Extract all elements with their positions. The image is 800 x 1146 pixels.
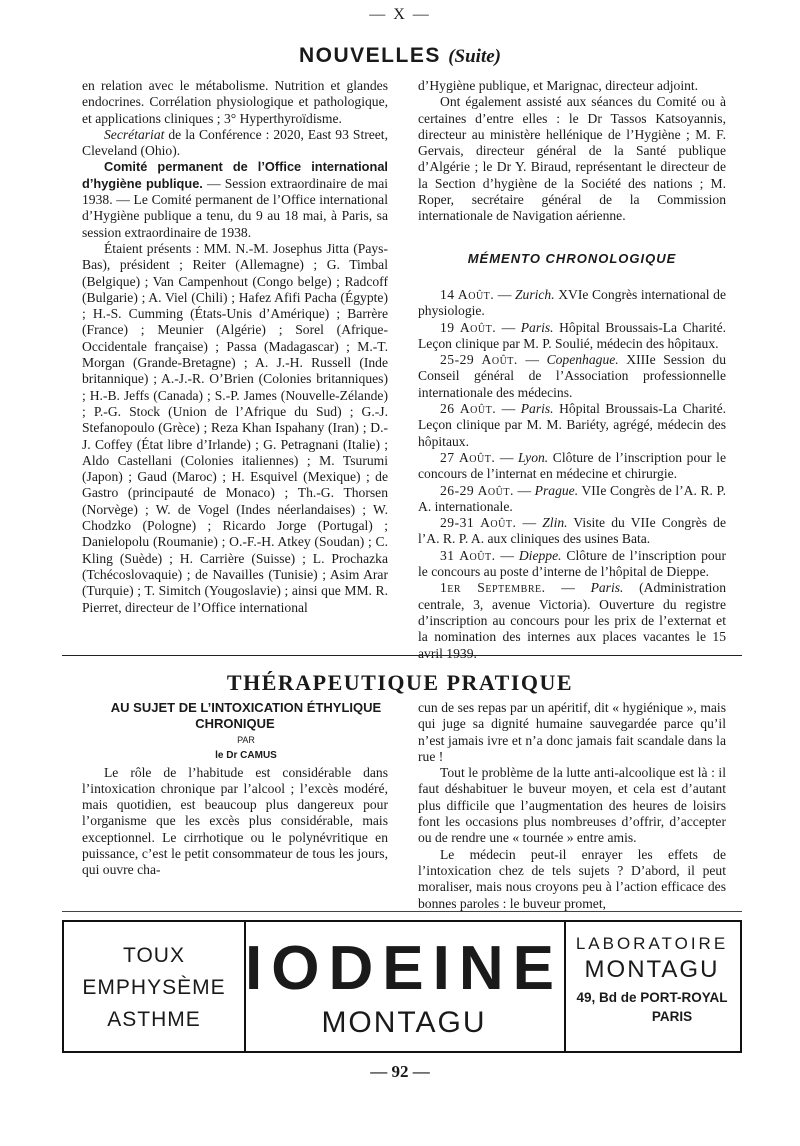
news-column-left [82,78,388,616]
event-text: VIIe Congrès de l’A. R. P. A. internationale. [418,482,726,514]
secretariat-text: de la Conférence : 2020, East 93 Street, Cleveland (Ohio). [82,126,388,159]
event-text: XIIIe Session du Conseil général de l’Association professionnelle internationale des médecins. [418,352,726,400]
event-date: 26 Août. [440,401,497,417]
paragraph: Le médecin peut-il enrayer les effets de l’intoxication chez de tels sujets ? D’abord, il peut moraliser, mais nous croyons peu à l’action efficace des bonnes paroles : le buveur promet, [418,846,726,911]
event-date: 1er Septembre. [440,580,546,596]
event-place: Zlin. [542,515,568,531]
article-title: AU SUJET DE L’INTOXICATION ÉTHYLIQUE CHRONIQUE [110,700,382,731]
committee-heading: Comité permanent de l’Office international d’hygiène publique. [82,159,388,191]
section-suite: (Suite) [448,46,501,67]
news-column-right [418,78,726,662]
event-place: Dieppe. [518,547,562,563]
section-divider [62,655,742,656]
paragraph [82,159,388,240]
memento-event: 14 Août. — Zurich. XVIe Congrès international de physiologie. [418,286,726,319]
event-place: Paris. [590,580,624,596]
ad-lab-name: MONTAGU [584,956,720,983]
ad-address: 49, Bd de PORT-ROYAL [576,990,728,1005]
event-text: Hôpital Broussais-La Charité. Leçon clinique par M. M. Bariéty, agrégé, médecin des hôpitaux. [418,401,726,449]
event-place: Paris. [520,401,554,417]
paragraph [82,127,388,160]
ad-divider [62,911,742,912]
advertisement [62,920,742,1053]
secretariat-label: Secrétariat [104,126,165,142]
event-place: Paris. [520,319,554,335]
paragraph: Le rôle de l’habitude est considérable dans l’intoxication chronique par l’alcool ; l’excès modéré, mais quotidien, est beaucoup plus dangereux pour l’organisme que les excès plus considérable, mais exceptionnel. Le cirrhotique ou le polynévritique en puissance, c’est le petit consommateur de tous les jours, qui ouvre cha- [82,764,388,878]
ad-city: PARIS [651,1009,693,1024]
event-date: 26-29 Août. [440,482,514,498]
memento-event: 25-29 Août. — Copenhague. XIIIe Session du Conseil général de l’Association professionnelle internationale des médecins. [418,352,726,400]
paragraph: Ont également assisté aux séances du Comité ou à certaines d’entre elles : le Dr Tassos Katsoyannis, directeur au ministère hellénique de l’Hygiène ; M. F. Gervais, directeur général de la Santé publique d’Algérie ; le Dr Y. Biraud, représentant le directeur de la Section d’hygiène de la Société des nations ; M. Roper, secrétaire général de la Commission internationale de Navigation aérienne. [418,94,726,224]
article-byline-par: PAR [237,735,255,745]
article-author: le Dr CAMUS [215,750,277,762]
event-text: Visite du VIIe Congrès de l’A. R. P. A. aux cliniques des usines Bata. [418,515,727,547]
ad-indication: TOUX [123,944,185,967]
paragraph: Tout le problème de la lutte anti-alcoolique est là : il faut déshabituer le buveur moyen, et cela est d’autant plus difficile que l’augmentation des heures de loisirs font les occasions plus nombreuses d’offrir, d’accepter ou de rendre une « tournée » entre amis. [418,765,726,846]
ad-lab-label: LABORATOIRE [575,934,729,953]
event-date: 14 Août. [440,286,495,302]
memento-events [418,287,726,662]
memento-event: 29-31 Août. — Zlin. Visite du VIIe Congrès de l’A. R. P. A. aux cliniques des usines Bata. [418,515,727,547]
event-text: Hôpital Broussais-La Charité. Leçon clinique par M. P. Soulié, médecin des hôpitaux. [418,319,726,351]
memento-event: 26-29 Août. — Prague. VIIe Congrès de l’A. R. P. A. internationale. [418,482,726,514]
paragraph: cun de ses repas par un apéritif, dit « hygiénique », mais qui juge sa dignité humaine sauvegardée parce qu’il n’est jamais ivre et n’a donc jamais fait scandale dans la rue ! [418,700,726,764]
paragraph: d’Hygiène publique, et Marignac, directeur adjoint. [418,78,699,93]
ad-indication: ASTHME [107,1008,201,1031]
ad-indication: EMPHYSÈME [82,976,226,999]
committee-text: — Session extraordinaire de mai 1938. — Le Comité permanent de l’Office international d’Hygiène publique a tenu, du 9 au 18 mai, à Paris, sa session extraordinaire de 1938. [82,175,389,240]
section-header [0,44,800,68]
section-title: NOUVELLES [299,44,441,67]
ad-indications [64,940,244,1036]
therapeutique-title: THÉRAPEUTIQUE PRATIQUE [226,670,574,695]
event-text: Clôture de l’inscription pour le concours de l’internat en médecine et chirurgie. [418,449,726,482]
event-text: (Administration centrale, 3, avenue Victoria). Ouverture du registre d’inscription au concours pour les prix de l’externat et la nomination des internes aux places vacantes le 15 avril 1939. [418,580,726,661]
ad-brand: IODEINE [245,934,563,1003]
event-place: Lyon. [518,449,549,465]
event-text: XVIe Congrès international de physiologie. [418,286,726,319]
memento-event: 19 Août. — Paris. Hôpital Broussais-La Charité. Leçon clinique par M. P. Soulié, médecin des hôpitaux. [418,319,726,351]
event-date: 29-31 Août. [440,515,517,531]
event-place: Copenhague. [546,352,619,368]
paragraph: Étaient présents : MM. N.-M. Josephus Jitta (Pays-Bas), président ; Reiter (Allemagne) ; G. Timbal (Belgique) ; Van Campenhout (Congo belge) ; Radcoff (Bulgarie) ; A. Viel (Chili) ; Hafez Afifi Pacha (Égypte) ; H.-S. Cumming (États-Unis d’Amérique) ; Barrère (France) ; Meunier (Algérie) ; Sorel (Afrique-Occidentale française) ; Passa (Madagascar) ; M.-T. Morgan (Grande-Bretagne) ; A. J.-H. Russell (Inde britannique) ; A.-J.-R. O’Brien (Colonies britanniques) ; H.-B. Jeffs (Canada) ; S.-P. James (Nouvelle-Zélande) ; P.-G. Stock (Union de l’Afrique du Sud) ; G.-J. Stefanopoulo (Grèce) ; Reza Khan Ispahany (Iran) ; D.-J. Coffey (État libre d’Irlande) ; G. Petragnani (Italie) ; Aldo Castellani (Colonies italiennes) ; M. Tsurumi (Japon) ; Gaud (Maroc) ; H. Esquivel (Mexique) ; de Gastro (principauté de Monaco) ; Th.-G. Thorsen (Norvège) ; W. de Vogel (Indes néerlandaises) ; W. Chodzko (Pologne) ; Ricardo Jorge (Portugal) ; Danielopolu (Roumanie) ; O.-F.-H. Atkey (Soudan) ; C. Kling (Suède) ; H. Carrière (Suisse) ; L. Prochazka (Tchécoslovaquie) ; de Navailles (Tunisie) ; Asim Arar (Turquie) ; T. Simitch (Yougoslavie) ; ainsi que MM. R. Pierret, directeur de l’Office international [82,240,388,615]
event-place: Zurich. [514,286,555,302]
page-roman-numeral: — X — [369,6,431,23]
memento-event: 27 Août. — Lyon. Clôture de l’inscription pour le concours de l’internat en médecine et chirurgie. [418,449,726,482]
memento-heading: MÉMENTO CHRONOLOGIQUE [467,250,677,266]
event-date: 27 Août. [440,449,496,465]
event-date: 25-29 Août. [440,352,518,368]
memento-event: 31 Août. — Dieppe. Clôture de l’inscription pour le concours au poste d’interne de l’hôpital de Dieppe. [418,547,727,580]
event-place: Prague. [534,482,579,498]
ad-laboratory [564,934,740,1024]
event-text: Clôture de l’inscription pour le concours au poste d’interne de l’hôpital de Dieppe. [418,547,727,580]
paragraph: en relation avec le métabolisme. Nutrition et glandes endocrines. Corrélation physiologique et pathologique, et applications cliniques ; 3° Hyperthyroïdisme. [82,78,388,126]
memento-event: 1er Septembre. — Paris. (Administration centrale, 3, avenue Victoria). Ouverture du registre d’inscription au concours pour les prix de l’externat et la nomination des internes aux places vacantes le 15 avril 1939. [418,580,726,661]
event-date: 31 Août. [440,547,496,563]
event-date: 19 Août. [440,319,497,335]
ad-brand-sub: MONTAGU [321,1006,487,1039]
ad-brand-block [244,922,564,1040]
page-number: — 92 — [370,1062,430,1081]
memento-event: 26 Août. — Paris. Hôpital Broussais-La Charité. Leçon clinique par M. M. Bariéty, agrégé, médecin des hôpitaux. [418,401,726,449]
article-column-right [418,700,726,912]
article-column-left [82,700,388,879]
